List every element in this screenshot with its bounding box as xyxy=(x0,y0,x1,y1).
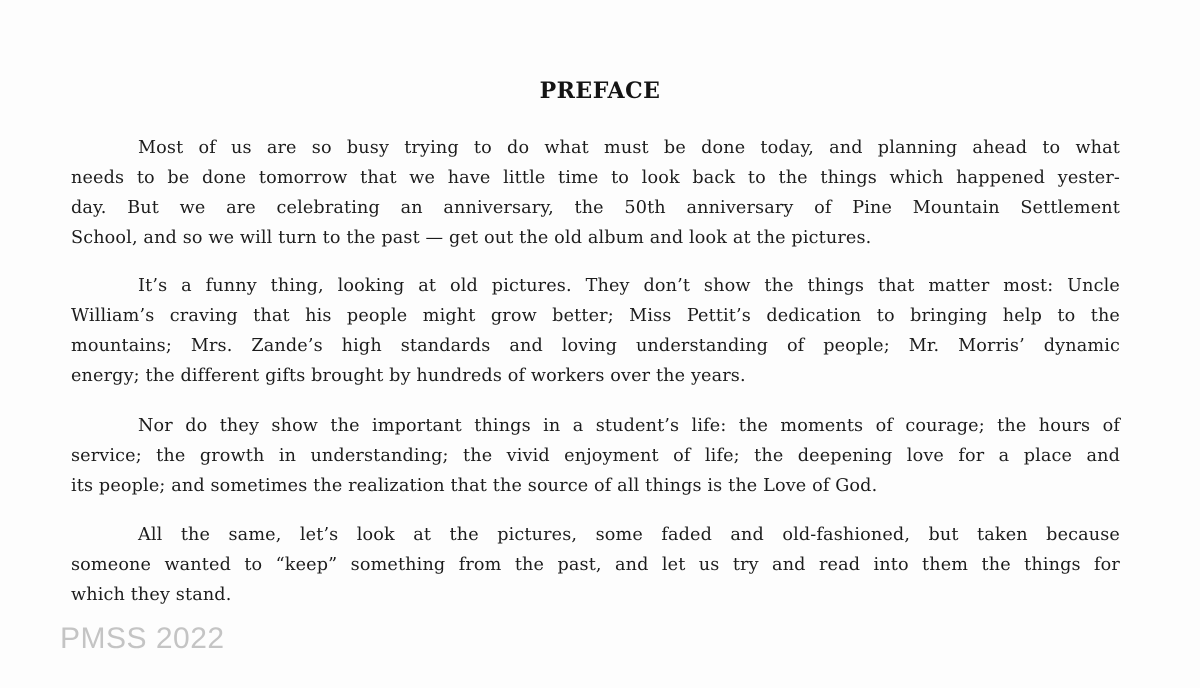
text-line: service; the growth in understanding; the vivid enjoyment of life; the deepening love for a place and xyxy=(71,446,1120,466)
text-line: needs to be done tomorrow that we have little time to look back to the things which happened yester- xyxy=(71,168,1120,188)
text-line: mountains; Mrs. Zande’s high standards and loving understanding of people; Mr. Morris’ dynamic xyxy=(71,336,1120,356)
paragraph-3 xyxy=(71,411,1120,501)
text-line: William’s craving that his people might grow better; Miss Pettit’s dedication to bringing help to the xyxy=(71,306,1120,326)
text-line: its people; and sometimes the realization that the source of all things is the Love of God. xyxy=(71,476,878,496)
paragraph-1 xyxy=(71,133,1120,253)
text-line: which they stand. xyxy=(71,585,232,605)
text-line: someone wanted to “keep” something from the past, and let us try and read into them the things for xyxy=(71,555,1120,575)
text-line: All the same, let’s look at the pictures, some faded and old-fashioned, but taken because xyxy=(138,525,1120,545)
text-line: It’s a funny thing, looking at old pictures. They don’t show the things that matter most: Uncle xyxy=(138,276,1120,296)
paragraph-4 xyxy=(71,520,1120,610)
page-title: PREFACE xyxy=(539,78,661,104)
text-line: energy; the different gifts brought by hundreds of workers over the years. xyxy=(71,366,746,386)
paragraph-2 xyxy=(71,271,1120,391)
text-line: day. But we are celebrating an anniversary, the 50th anniversary of Pine Mountain Settlement xyxy=(71,198,1120,218)
watermark: PMSS 2022 xyxy=(60,622,225,655)
text-line: School, and so we will turn to the past — get out the old album and look at the pictures. xyxy=(71,228,872,248)
text-line: Nor do they show the important things in a student’s life: the moments of courage; the hours of xyxy=(138,416,1120,436)
text-line: Most of us are so busy trying to do what must be done today, and planning ahead to what xyxy=(138,138,1120,158)
